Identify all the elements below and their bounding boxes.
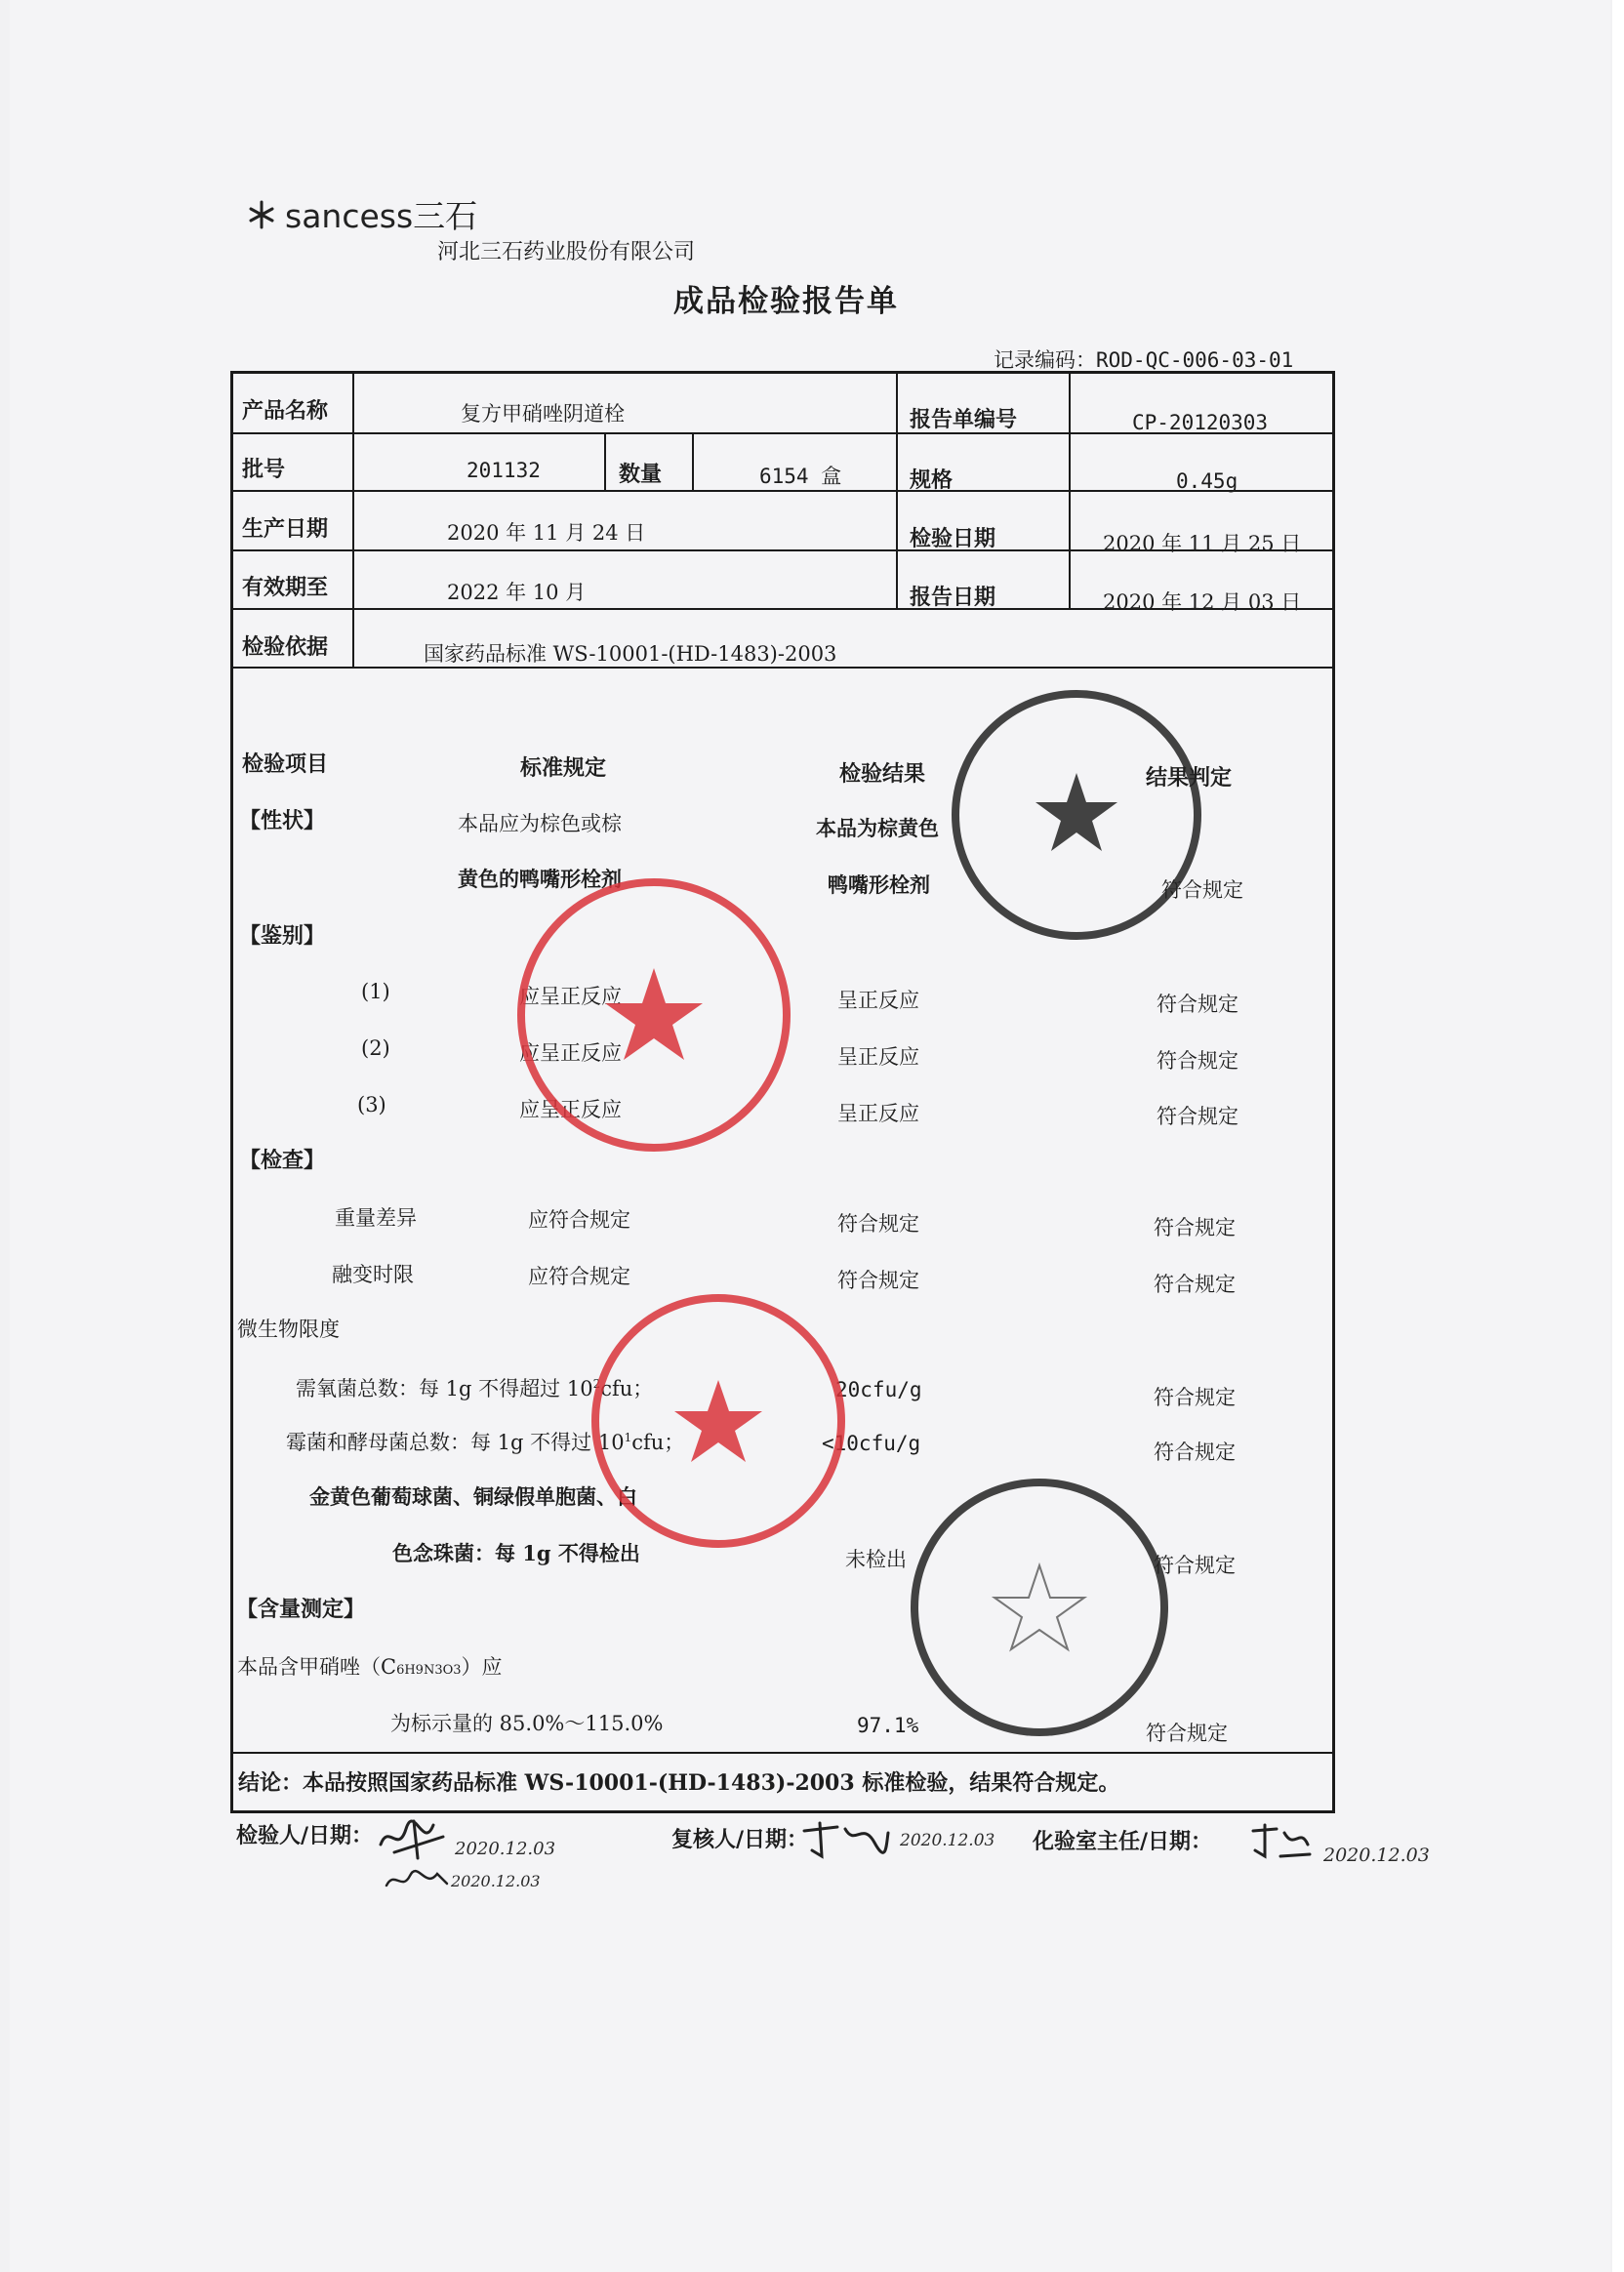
- quantity-value: 6154 盒: [759, 465, 842, 488]
- micro-candida-result: 未检出: [845, 1548, 907, 1571]
- id-row-no: (2): [361, 1036, 390, 1060]
- director-date: 2020.12.03: [1323, 1845, 1430, 1866]
- check-row-item: 重量差异: [335, 1206, 417, 1230]
- section-microbial: 微生物限度: [237, 1318, 340, 1341]
- assay-standard-line1: [237, 1651, 503, 1681]
- sancess-logo-icon: [246, 199, 277, 230]
- micro-mold-exponent: 1: [624, 1431, 632, 1444]
- basis-label: 检验依据: [242, 634, 329, 660]
- micro-candida-standard: 色念珠菌：每 1g 不得检出: [392, 1541, 640, 1565]
- spec-value: 0.45g: [1176, 469, 1238, 493]
- section-check: 【检查】: [239, 1148, 326, 1173]
- reviewer-label: 复核人/日期：: [671, 1827, 809, 1852]
- id-row-judgement: 符合规定: [1157, 993, 1238, 1016]
- col-divider: [896, 374, 898, 608]
- micro-aerobic-unit: cfu；: [600, 1377, 654, 1400]
- director-signature: [1247, 1821, 1316, 1864]
- inspector-label: 检验人/日期：: [236, 1823, 374, 1848]
- logo-text: sancess三石: [285, 197, 478, 235]
- inspection-date-label: 检验日期: [910, 526, 996, 551]
- col-divider: [692, 432, 694, 490]
- col-divider: [352, 374, 354, 667]
- production-date: 2020 年 11 月 24 日: [447, 521, 646, 545]
- id-row-judgement: 符合规定: [1157, 1105, 1238, 1128]
- assay-result: 97.1%: [857, 1714, 919, 1737]
- director-label: 化验室主任/日期：: [1033, 1829, 1213, 1854]
- record-code: 记录编码：ROD-QC-006-03-01: [994, 348, 1294, 372]
- section-character: 【性状】: [239, 808, 326, 833]
- id-row-result: 呈正反应: [837, 989, 919, 1012]
- assay-text-end: ）应: [461, 1655, 503, 1679]
- report-no: CP-20120303: [1132, 411, 1269, 434]
- check-row-result: 符合规定: [837, 1269, 919, 1292]
- reviewer-signature: [798, 1817, 892, 1860]
- col-header-judgement: 结果判定: [1146, 765, 1233, 791]
- row-divider: [233, 1752, 1332, 1754]
- micro-mold-text: 霉菌和酵母菌总数：每 1g 不得过 10: [286, 1431, 625, 1454]
- batch-label: 批号: [242, 457, 286, 482]
- product-name-label: 产品名称: [242, 398, 329, 424]
- assay-text: 本品含甲硝唑（C: [237, 1655, 397, 1679]
- report-no-label: 报告单编号: [910, 407, 1018, 432]
- micro-staph-standard: 金黄色葡萄球菌、铜绿假单胞菌、白: [309, 1484, 637, 1509]
- micro-aerobic-judgement: 符合规定: [1154, 1386, 1236, 1409]
- id-row-no: (1): [361, 980, 390, 1003]
- section-assay: 【含量测定】: [236, 1597, 366, 1622]
- col-divider: [1069, 374, 1071, 608]
- inspector-signature-2: [383, 1866, 453, 1895]
- micro-mold-unit: cfu；: [631, 1431, 685, 1454]
- seal-quality-assurance: [904, 1472, 1175, 1743]
- character-result-line2: 鸭嘴形栓剂: [828, 872, 930, 897]
- page-edge: [1612, 0, 1624, 2272]
- id-row-result: 呈正反应: [837, 1045, 919, 1069]
- seal-inspection-stamp: [945, 683, 1208, 947]
- micro-aerobic-result: 20cfu/g: [835, 1378, 922, 1401]
- id-row-standard: 应呈正反应: [519, 1041, 622, 1065]
- check-row-result: 符合规定: [837, 1212, 919, 1236]
- character-standard-line1: 本品应为棕色或棕: [458, 812, 622, 835]
- company-logo: [246, 191, 477, 237]
- assay-formula: 6H9N3O3: [396, 1663, 462, 1678]
- check-row-item: 融变时限: [332, 1263, 414, 1286]
- inspector-date-2: 2020.12.03: [451, 1872, 541, 1890]
- character-judgement: 符合规定: [1161, 878, 1243, 902]
- assay-standard-line2: 为标示量的 85.0%～115.0%: [390, 1712, 664, 1735]
- check-row-standard: 应符合规定: [528, 1265, 630, 1288]
- spec-label: 规格: [910, 467, 954, 493]
- inspection-basis: 国家药品标准 WS-10001-(HD-1483)-2003: [424, 642, 837, 666]
- seal-printing: [584, 1286, 853, 1556]
- inspector-signature: [375, 1815, 463, 1864]
- inspector-date: 2020.12.03: [455, 1839, 556, 1859]
- production-date-label: 生产日期: [242, 516, 329, 542]
- micro-mold-judgement: 符合规定: [1154, 1440, 1236, 1464]
- row-divider: [233, 490, 1332, 492]
- check-row-standard: 应符合规定: [528, 1208, 630, 1232]
- report-date: 2020 年 12 月 03 日: [1103, 590, 1302, 614]
- report-title: 成品检验报告单: [673, 284, 899, 319]
- assay-judgement: 符合规定: [1146, 1722, 1228, 1745]
- conclusion: 结论：本品按照国家药品标准 WS-10001-(HD-1483)-2003 标准检验，结果符合规定。: [238, 1770, 1120, 1796]
- inspection-date: 2020 年 11 月 25 日: [1103, 532, 1302, 555]
- micro-aerobic-exponent: 2: [592, 1377, 601, 1391]
- micro-candida-judgement: 符合规定: [1154, 1554, 1236, 1577]
- quantity-label: 数量: [619, 462, 663, 487]
- micro-mold-result: <10cfu/g: [822, 1432, 921, 1455]
- col-header-standard: 标准规定: [520, 755, 607, 781]
- micro-aerobic-text: 需氧菌总数：每 1g 不得超过 10: [296, 1377, 593, 1400]
- check-row-judgement: 符合规定: [1154, 1216, 1236, 1239]
- report-date-label: 报告日期: [910, 585, 996, 610]
- id-row-standard: 应呈正反应: [519, 985, 622, 1008]
- id-row-judgement: 符合规定: [1157, 1049, 1238, 1073]
- product-name: 复方甲硝唑阴道栓: [461, 402, 625, 426]
- check-row-judgement: 符合规定: [1154, 1273, 1236, 1296]
- batch-number: 201132: [467, 459, 541, 482]
- section-identification: 【鉴别】: [239, 923, 326, 949]
- id-row-result: 呈正反应: [837, 1102, 919, 1125]
- id-row-standard: 应呈正反应: [519, 1098, 622, 1121]
- character-result-line1: 本品为棕黄色: [816, 816, 939, 840]
- col-header-item: 检验项目: [242, 751, 329, 777]
- id-row-no: (3): [357, 1093, 386, 1116]
- character-standard-line2: 黄色的鸭嘴形栓剂: [458, 867, 622, 891]
- expiry-label: 有效期至: [242, 575, 329, 600]
- seal-quality-management: [509, 871, 798, 1159]
- company-name: 河北三石药业股份有限公司: [437, 240, 696, 264]
- expiry-date: 2022 年 10 月: [447, 581, 587, 604]
- col-divider: [604, 432, 606, 490]
- col-header-result: 检验结果: [839, 761, 926, 787]
- reviewer-date: 2020.12.03: [900, 1831, 995, 1850]
